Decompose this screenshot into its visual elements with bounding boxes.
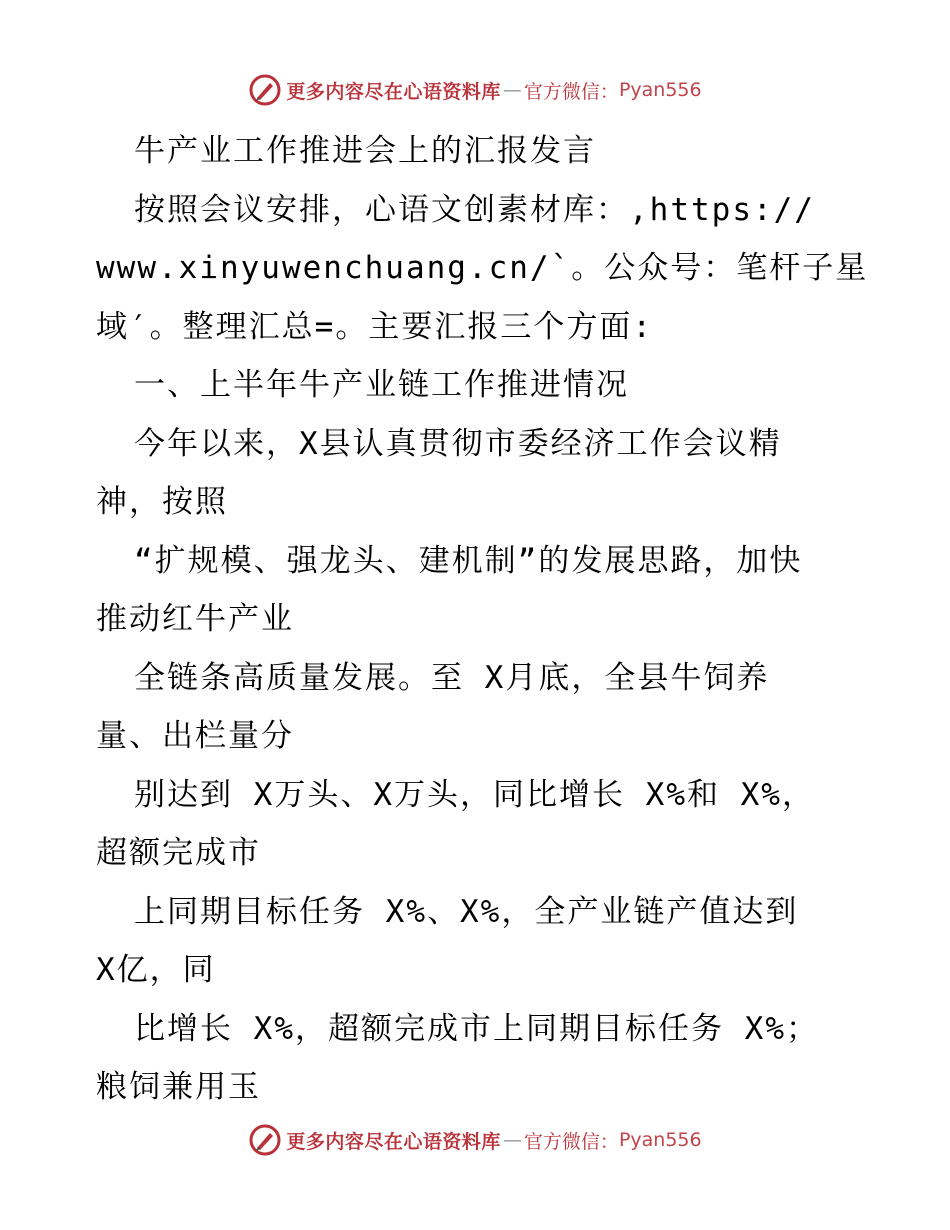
text-line: 今年以来，X县认真贯彻市委经济工作会议精 — [134, 425, 782, 462]
text-line: 上同期目标任务 X%、X%，全产业链产值达到 — [134, 893, 799, 930]
text-line: 一、上半年牛产业链工作推进情况 — [134, 367, 629, 403]
banner-text: 更多内容尽在心语资料库 — [286, 1130, 501, 1153]
banner-text: 更多内容尽在心语资料库 — [286, 80, 501, 103]
text-line: 牛产业工作推进会上的汇报发言 — [134, 133, 596, 169]
text-line: 超额完成市 — [96, 835, 261, 871]
text-line: 推动红牛产业 — [96, 601, 294, 637]
document-body — [96, 122, 869, 1117]
header-banner — [0, 70, 950, 110]
text-line: 别达到 X万头、X万头，同比增长 X%和 X%， — [134, 776, 815, 813]
banner-wechat-handle: Pyan556 — [618, 79, 702, 101]
text-line: 粮饲兼用玉 — [96, 1069, 261, 1105]
text-line: 按照会议安排，心语文创素材库：,https:// — [134, 191, 815, 228]
text-line: 神，按照 — [96, 484, 228, 520]
banner-separator: — — [502, 79, 522, 101]
pen-logo-icon — [248, 73, 282, 107]
text-line: 全链条高质量发展。至 X月底，全县牛饲养 — [134, 659, 770, 696]
banner-separator: — — [502, 1129, 522, 1151]
pen-logo-icon — [248, 1123, 282, 1157]
banner-wechat-label: 官方微信： — [523, 80, 619, 103]
banner-wechat-handle: Pyan556 — [618, 1129, 702, 1151]
banner-wechat-label: 官方微信： — [523, 1130, 619, 1153]
footer-banner — [0, 1120, 950, 1160]
text-line: 域′。整理汇总=。主要汇报三个方面: — [96, 308, 653, 345]
text-line: 量、出栏量分 — [96, 718, 294, 754]
text-line: 比增长 X%，超额完成市上同期目标任务 X%； — [134, 1010, 819, 1047]
text-line: www.xinyuwenchuang.cn/`。公众号：笔杆子星 — [96, 250, 869, 286]
text-line: X亿，同 — [96, 952, 216, 988]
text-line: “扩规模、强龙头、建机制”的发展思路，加快 — [134, 542, 803, 579]
